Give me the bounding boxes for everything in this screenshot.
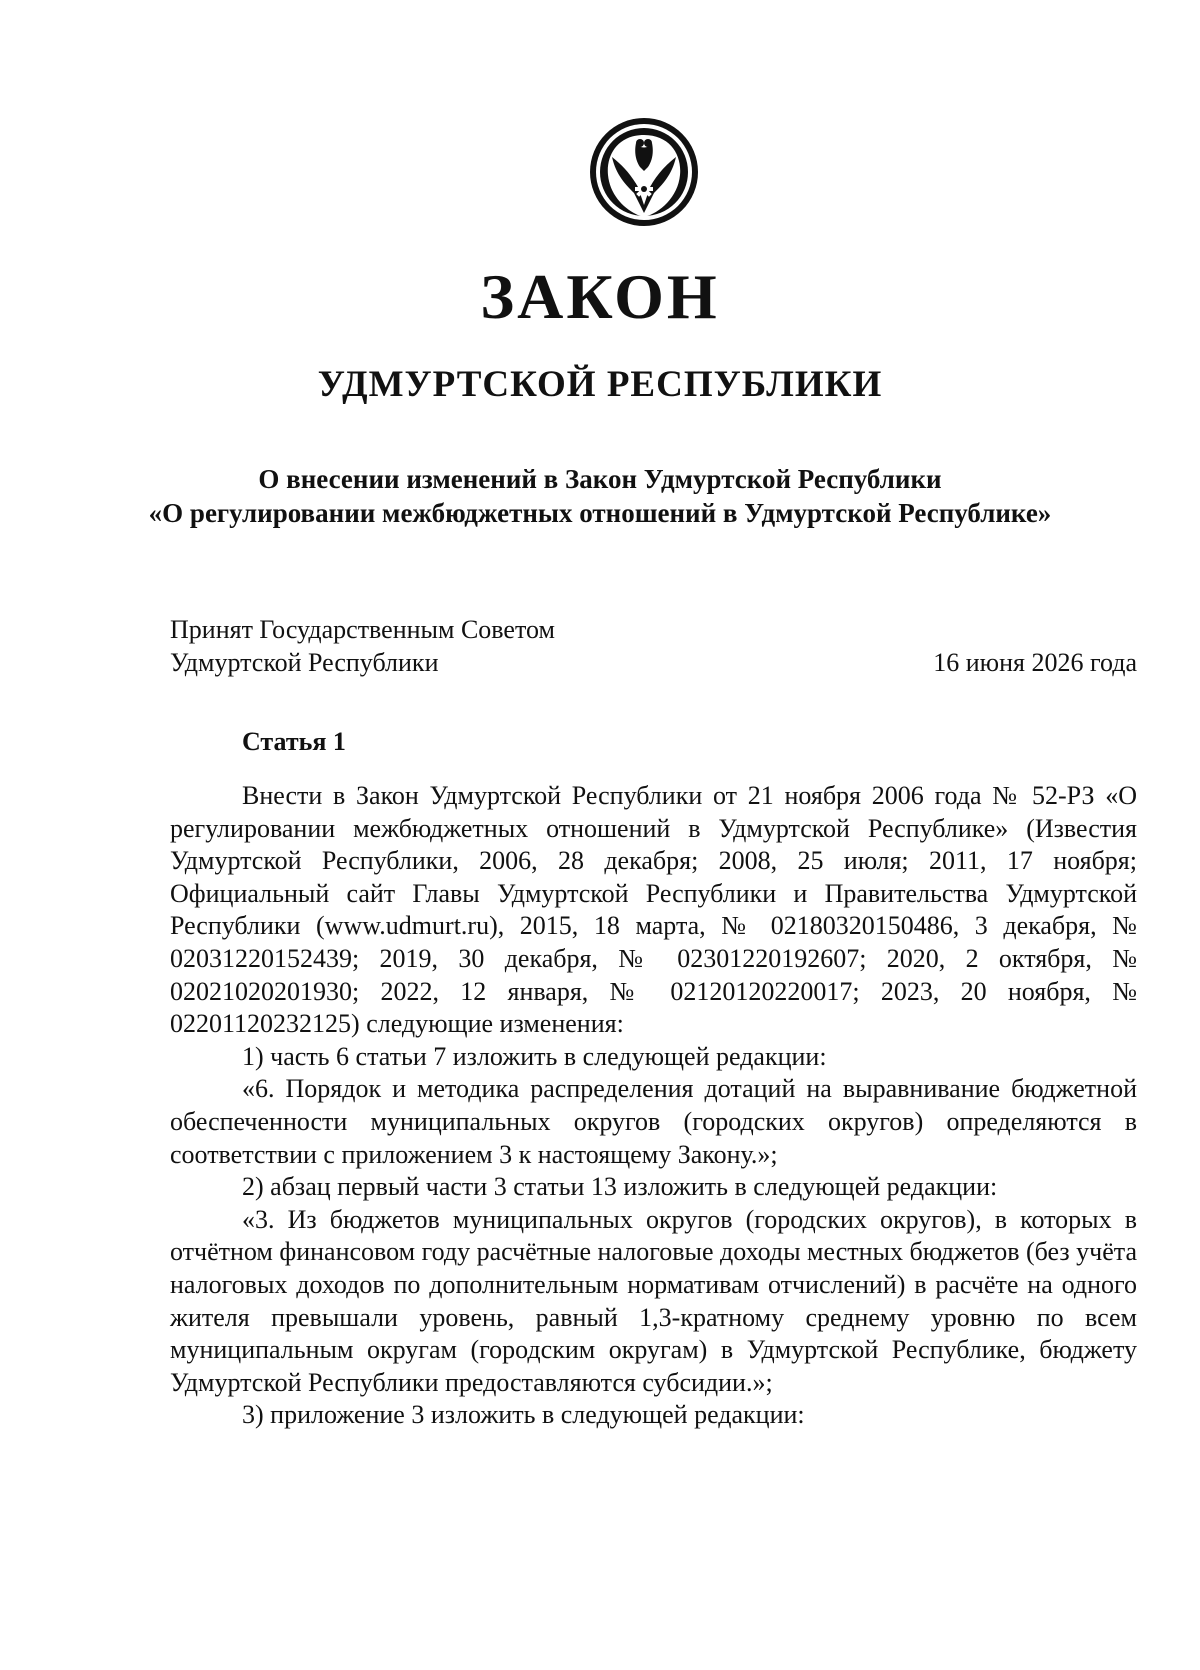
law-name (0, 462, 1200, 530)
paragraph: «6. Порядок и методика распределения дотаций на выравнивание бюджетной обеспеченности муниципальных округов (городских округов) определяются в соответствии с приложением 3 к настоящему Закону.»; (170, 1074, 1137, 1169)
article-body (170, 780, 1137, 1432)
udmurtia-coat-of-arms-icon (588, 113, 700, 231)
adoption-block (170, 613, 1137, 679)
document-subtitle: УДМУРТСКОЙ РЕСПУБЛИКИ (317, 364, 883, 405)
paragraph: 3) приложение 3 изложить в следующей редакции: (242, 1400, 805, 1430)
paragraph: «3. Из бюджетов муниципальных округов (городских округов), в которых в отчётном финансовом году расчётные налоговые доходы местных бюджетов (без учёта налоговых доходов по дополнительным нормативам отчислений) в расчёте на одного жителя превышали уровень, равный 1,3-кратному среднему уровню по всем муниципальным округам (городским округам) в Удмуртской Республике, бюджету Удмуртской Республики предоставляются субсидии.»; (170, 1204, 1138, 1397)
adoption-date: 16 июня 2026 года (933, 648, 1137, 677)
adopted-by-line: Принят Государственным Советом (170, 615, 555, 644)
article-heading: Статья 1 (242, 727, 346, 756)
law-name-line: О внесении изменений в Закон Удмуртской Республики (258, 464, 942, 494)
adopted-by-line: Удмуртской Республики (170, 648, 439, 677)
document-title: ЗАКОН (480, 261, 720, 332)
paragraph: Внести в Закон Удмуртской Республики от 21 ноября 2006 года № 52-РЗ «О регулировании межбюджетных отношений в Удмуртской Республике» (Известия Удмуртской Республики, 2006, 28 декабря; 2008, 25 июля; 2011, 17 ноября; Официальный сайт Главы Удмуртской Республики и Правительства Удмуртской Республики (www.udmurt.ru), 2015, 18 марта, № 02180320150486, 3 декабря, № 02031220152439; 2019, 30 декабря, № 02301220192607; 2020, 2 октября, № 02021020201930; 2022, 12 января, № 02120120220017; 2023, 20 ноября, № 02201120232125) следующие изменения: (170, 781, 1137, 1039)
law-name-line: «О регулировании межбюджетных отношений в Удмуртской Республике» (148, 498, 1052, 528)
paragraph: 2) абзац первый части 3 статьи 13 изложить в следующей редакции: (242, 1172, 998, 1202)
paragraph: 1) часть 6 статьи 7 изложить в следующей редакции: (242, 1041, 827, 1071)
